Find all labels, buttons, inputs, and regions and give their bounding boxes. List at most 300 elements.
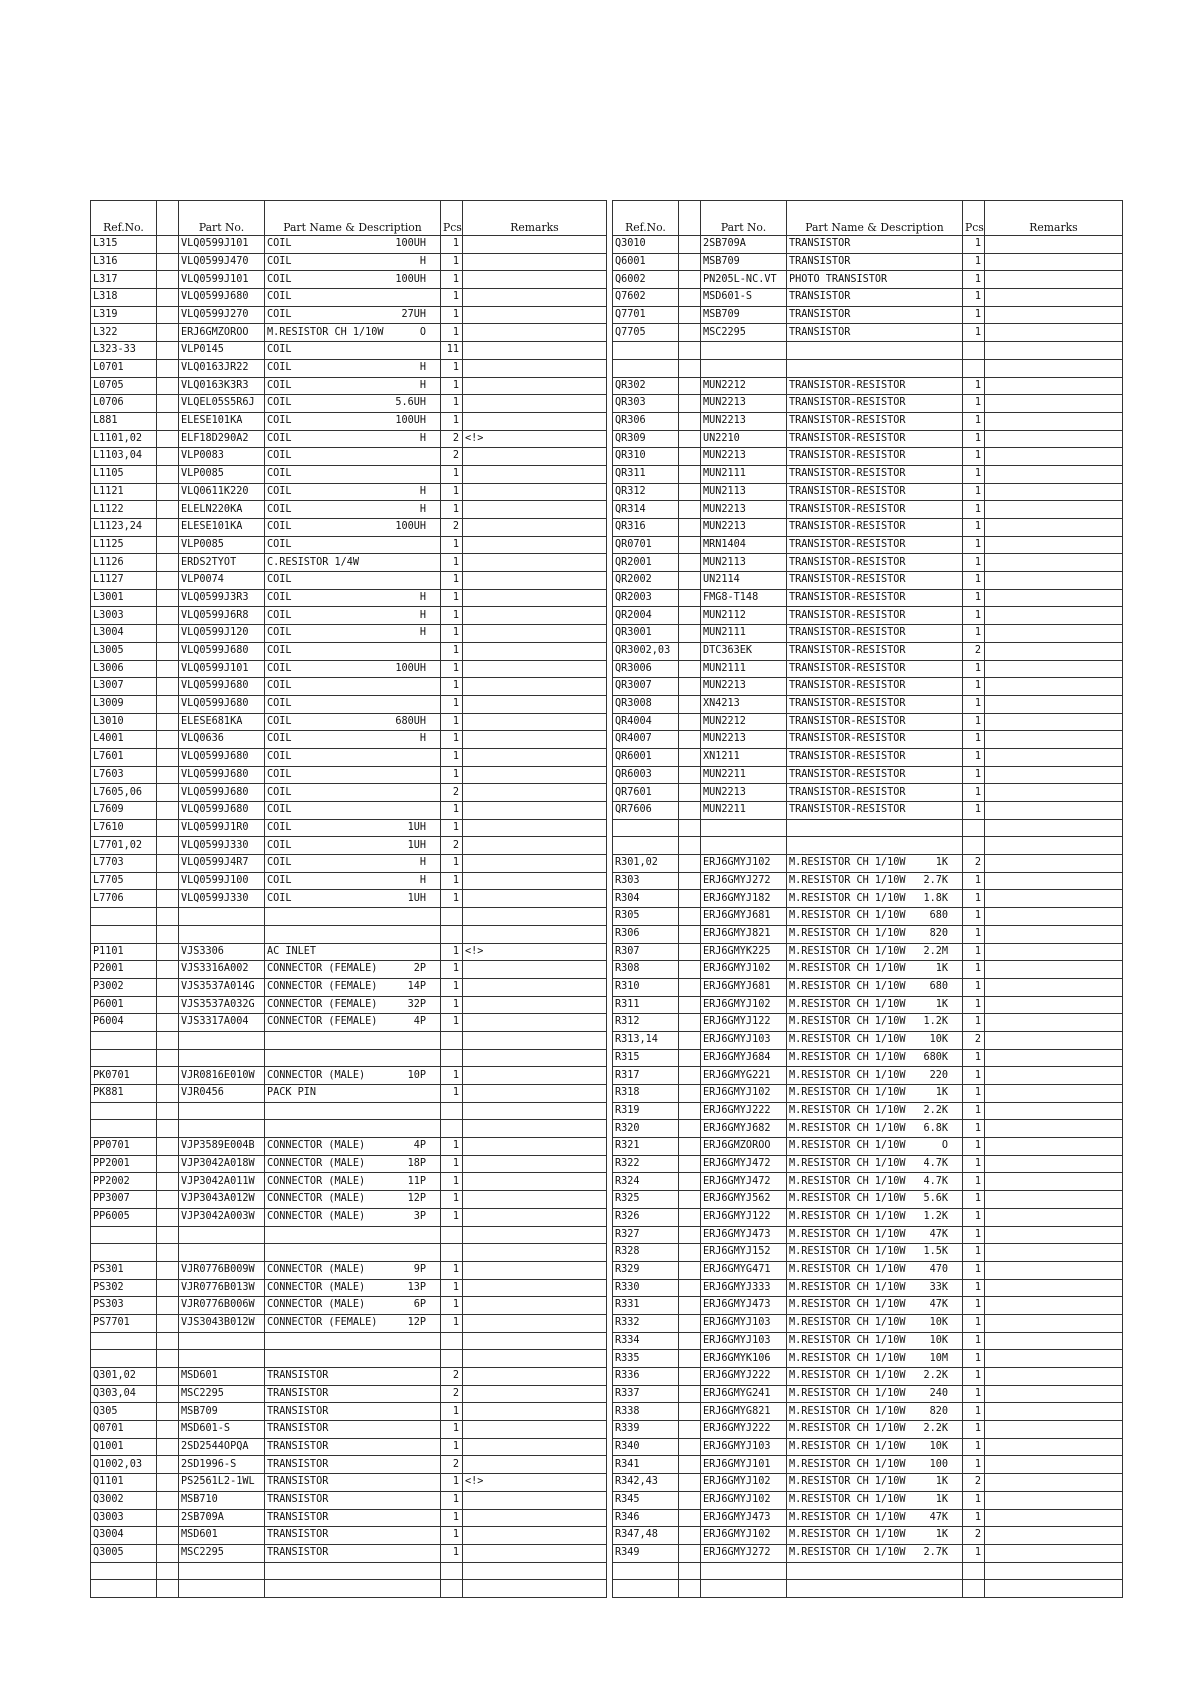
part-no: VJP3042A003W (179, 1208, 265, 1226)
ref-no (613, 342, 679, 360)
blank-cell (679, 1456, 701, 1474)
blank-cell (679, 483, 701, 501)
pcs (441, 1580, 463, 1598)
ref-no: R329 (613, 1261, 679, 1279)
part-name: M.RESISTOR CH 1/10W (789, 1087, 906, 1099)
ref-no: QR7601 (613, 784, 679, 802)
ref-no: Q7602 (613, 289, 679, 307)
ref-no: L317 (91, 271, 157, 289)
table-row (91, 572, 607, 590)
part-value: 47K (929, 1228, 948, 1240)
table-row (613, 1297, 1123, 1315)
blank-cell (679, 642, 701, 660)
table-row (613, 1509, 1123, 1527)
pcs: 1 (963, 1191, 985, 1209)
blank-cell (679, 1049, 701, 1067)
part-no (179, 1332, 265, 1350)
part-value: 4P (413, 1140, 426, 1152)
blank-cell (157, 802, 179, 820)
pcs: 1 (963, 1014, 985, 1032)
blank-cell (157, 1456, 179, 1474)
part-name: M.RESISTOR CH 1/10W (789, 1157, 906, 1169)
ref-no: Q1101 (91, 1474, 157, 1492)
part-name: TRANSISTOR-RESISTOR (789, 379, 906, 391)
blank-cell (157, 465, 179, 483)
remarks (463, 1244, 607, 1262)
blank-cell (157, 1279, 179, 1297)
part-no: VJR0776B013W (179, 1279, 265, 1297)
ref-no: PP2001 (91, 1155, 157, 1173)
blank-cell (679, 1385, 701, 1403)
remarks (463, 395, 607, 413)
ref-no: PP2002 (91, 1173, 157, 1191)
blank-cell (679, 306, 701, 324)
blank-cell (679, 430, 701, 448)
part-no: VLQ0599J680 (179, 289, 265, 307)
description (265, 1456, 441, 1474)
part-name: COIL (267, 821, 292, 833)
pcs: 1 (441, 731, 463, 749)
description (787, 1491, 963, 1509)
pcs: 1 (441, 483, 463, 501)
table-row (91, 324, 607, 342)
table-row (91, 465, 607, 483)
pcs: 1 (441, 1155, 463, 1173)
table-row (613, 855, 1123, 873)
ref-no: Q305 (91, 1403, 157, 1421)
remarks (985, 236, 1123, 254)
blank-cell (157, 1297, 179, 1315)
table-row (613, 1173, 1123, 1191)
remarks (985, 1421, 1123, 1439)
part-no (701, 837, 787, 855)
remarks (463, 271, 607, 289)
description (787, 837, 963, 855)
remarks (985, 324, 1123, 342)
table-row (91, 430, 607, 448)
pcs: 1 (441, 1173, 463, 1191)
table-row (613, 607, 1123, 625)
part-no: ERJ6GMZOROO (701, 1138, 787, 1156)
description (265, 359, 441, 377)
part-value: 27UH (401, 308, 426, 320)
table-row (613, 519, 1123, 537)
pcs: 1 (441, 236, 463, 254)
ref-no: R319 (613, 1102, 679, 1120)
remarks (985, 306, 1123, 324)
pcs: 2 (963, 642, 985, 660)
part-no: MSD601 (179, 1527, 265, 1545)
part-name: COIL (267, 362, 292, 374)
part-no: ERJ6GMYJ821 (701, 925, 787, 943)
description (265, 1385, 441, 1403)
table-row (613, 589, 1123, 607)
ref-no: QR310 (613, 448, 679, 466)
part-name: TRANSISTOR-RESISTOR (789, 786, 906, 798)
blank-cell (157, 1173, 179, 1191)
part-no (701, 359, 787, 377)
pcs (441, 1102, 463, 1120)
table-row (613, 271, 1123, 289)
blank-cell (157, 554, 179, 572)
table-row (91, 1085, 607, 1103)
pcs (441, 1244, 463, 1262)
blank-cell (679, 1085, 701, 1103)
part-name: COIL (267, 432, 292, 444)
description (265, 271, 441, 289)
part-value: 680 (929, 981, 948, 993)
remarks (463, 1297, 607, 1315)
blank-cell (157, 1261, 179, 1279)
remarks (463, 1031, 607, 1049)
pcs: 1 (441, 1191, 463, 1209)
part-value: 240 (929, 1387, 948, 1399)
remarks (985, 253, 1123, 271)
part-name: CONNECTOR (MALE) (267, 1299, 366, 1311)
part-name: COIL (267, 485, 292, 497)
table-row (613, 961, 1123, 979)
table-row (613, 1350, 1123, 1368)
part-no: VLQ0599J330 (179, 837, 265, 855)
blank-cell (679, 1261, 701, 1279)
table-row (91, 978, 607, 996)
part-name: M.RESISTOR CH 1/10W (789, 857, 906, 869)
description (265, 253, 441, 271)
table-row (91, 766, 607, 784)
part-value: 12P (407, 1317, 426, 1329)
part-no: MUN2213 (701, 412, 787, 430)
ref-no: QR6003 (613, 766, 679, 784)
description (265, 1261, 441, 1279)
remarks (985, 1261, 1123, 1279)
part-no: ERJ6GMYJ272 (701, 1544, 787, 1562)
remarks (463, 766, 607, 784)
pcs: 1 (441, 678, 463, 696)
description (265, 412, 441, 430)
description (787, 1350, 963, 1368)
pcs: 1 (963, 978, 985, 996)
blank-cell (157, 536, 179, 554)
blank-cell (157, 660, 179, 678)
pcs: 1 (441, 1403, 463, 1421)
blank-cell (679, 678, 701, 696)
part-no: VJR0776B009W (179, 1261, 265, 1279)
ref-no (91, 1332, 157, 1350)
pcs: 1 (963, 289, 985, 307)
description (265, 465, 441, 483)
part-no: MUN2213 (701, 519, 787, 537)
blank-cell (679, 1562, 701, 1580)
part-no (179, 1049, 265, 1067)
part-no: VJS3317A004 (179, 1014, 265, 1032)
part-name: TRANSISTOR (267, 1494, 329, 1506)
part-name: CONNECTOR (FEMALE) (267, 981, 378, 993)
part-name: COIL (267, 698, 292, 710)
blank-cell (679, 766, 701, 784)
part-value: 10K (929, 1034, 948, 1046)
part-name: M.RESISTOR CH 1/10W (789, 963, 906, 975)
pcs: 1 (441, 1085, 463, 1103)
remarks (985, 1350, 1123, 1368)
pcs: 1 (963, 395, 985, 413)
ref-no: R335 (613, 1350, 679, 1368)
table-row (613, 1208, 1123, 1226)
pcs: 1 (441, 589, 463, 607)
part-name: M.RESISTOR CH 1/10W (789, 910, 906, 922)
pcs: 1 (963, 784, 985, 802)
table-row (91, 253, 607, 271)
part-value: 680K (923, 1051, 948, 1063)
description (787, 625, 963, 643)
ref-no: L0705 (91, 377, 157, 395)
table-row (613, 1155, 1123, 1173)
ref-no: L322 (91, 324, 157, 342)
part-name: COIL (267, 680, 292, 692)
table-row (91, 1208, 607, 1226)
remarks (985, 1385, 1123, 1403)
part-no: MUN2113 (701, 554, 787, 572)
blank-cell (157, 978, 179, 996)
table-row (613, 1120, 1123, 1138)
part-no: MSB709 (701, 253, 787, 271)
pcs: 1 (441, 855, 463, 873)
ref-no (91, 908, 157, 926)
remarks (985, 1314, 1123, 1332)
ref-no: R334 (613, 1332, 679, 1350)
blank-cell (157, 925, 179, 943)
part-name: M.RESISTOR CH 1/10W (789, 1299, 906, 1311)
ref-no: Q3004 (91, 1527, 157, 1545)
table-row (91, 1067, 607, 1085)
ref-no: R308 (613, 961, 679, 979)
ref-no: Q3010 (613, 236, 679, 254)
remarks (463, 253, 607, 271)
part-value: 32P (407, 998, 426, 1010)
description (265, 377, 441, 395)
part-value: 1UH (407, 821, 426, 833)
part-no: VLQ0599J470 (179, 253, 265, 271)
part-no (701, 819, 787, 837)
ref-no (91, 1244, 157, 1262)
ref-no: R317 (613, 1067, 679, 1085)
table-row (91, 395, 607, 413)
pcs: 1 (963, 996, 985, 1014)
pcs: 1 (441, 306, 463, 324)
table-row (613, 1438, 1123, 1456)
table-row (613, 465, 1123, 483)
blank-cell (157, 395, 179, 413)
part-no: ERJ6GMYJ103 (701, 1332, 787, 1350)
ref-no: R342,43 (613, 1474, 679, 1492)
pcs: 2 (963, 1031, 985, 1049)
description (787, 766, 963, 784)
ref-no: QR314 (613, 501, 679, 519)
ref-no: QR311 (613, 465, 679, 483)
blank-cell (679, 289, 701, 307)
part-name: COIL (267, 662, 292, 674)
description (787, 536, 963, 554)
part-name: M.RESISTOR CH 1/10W (789, 1387, 906, 1399)
part-value: 10K (929, 1317, 948, 1329)
blank-cell (679, 996, 701, 1014)
part-name: M.RESISTOR CH 1/10W (789, 1494, 906, 1506)
pcs: 1 (963, 961, 985, 979)
part-name: M.RESISTOR CH 1/10W (789, 1104, 906, 1116)
pcs: 1 (963, 519, 985, 537)
pcs: 1 (963, 536, 985, 554)
remarks (463, 1527, 607, 1545)
description (787, 377, 963, 395)
blank-cell (679, 412, 701, 430)
blank-cell (679, 695, 701, 713)
part-name: M.RESISTOR CH 1/10W (789, 892, 906, 904)
remarks (985, 1332, 1123, 1350)
remarks (985, 289, 1123, 307)
blank-cell (157, 1031, 179, 1049)
ref-no: R313,14 (613, 1031, 679, 1049)
part-value: O (941, 1140, 948, 1152)
col-part: Part No. (179, 201, 265, 236)
remarks (463, 359, 607, 377)
ref-no: L7706 (91, 890, 157, 908)
table-row (613, 731, 1123, 749)
remarks (985, 996, 1123, 1014)
table-row (613, 1527, 1123, 1545)
table-row (91, 872, 607, 890)
table-row (613, 554, 1123, 572)
blank-cell (157, 1562, 179, 1580)
description (787, 1102, 963, 1120)
remarks (463, 872, 607, 890)
part-no: MUN2111 (701, 625, 787, 643)
blank-cell (157, 1049, 179, 1067)
remarks (463, 536, 607, 554)
part-name: COIL (267, 892, 292, 904)
table-row (613, 802, 1123, 820)
pcs: 2 (441, 448, 463, 466)
description (265, 1544, 441, 1562)
pcs: 11 (441, 342, 463, 360)
remarks (985, 1527, 1123, 1545)
description (265, 1014, 441, 1032)
table-row (91, 536, 607, 554)
description (787, 1474, 963, 1492)
description (265, 1438, 441, 1456)
remarks (463, 1208, 607, 1226)
remarks (985, 748, 1123, 766)
ref-no (91, 1562, 157, 1580)
blank-cell (157, 943, 179, 961)
remarks (463, 908, 607, 926)
pcs: 1 (963, 377, 985, 395)
remarks (985, 1138, 1123, 1156)
description (265, 1580, 441, 1598)
part-name: COIL (267, 786, 292, 798)
part-name: TRANSISTOR-RESISTOR (789, 415, 906, 427)
ref-no: R306 (613, 925, 679, 943)
blank-cell (157, 589, 179, 607)
ref-no: PP3007 (91, 1191, 157, 1209)
part-no: ELESE101KA (179, 412, 265, 430)
part-name: TRANSISTOR (267, 1405, 329, 1417)
ref-no: QR6001 (613, 748, 679, 766)
description (265, 519, 441, 537)
description (265, 1297, 441, 1315)
description (787, 1049, 963, 1067)
blank-cell (157, 236, 179, 254)
blank-cell (157, 1332, 179, 1350)
remarks (985, 872, 1123, 890)
part-no: VLQ0599J680 (179, 642, 265, 660)
description (787, 1509, 963, 1527)
pcs: 1 (963, 1350, 985, 1368)
ref-no: QR306 (613, 412, 679, 430)
description (265, 855, 441, 873)
blank-cell (679, 1031, 701, 1049)
remarks (985, 1191, 1123, 1209)
part-name: TRANSISTOR-RESISTOR (789, 662, 906, 674)
description (787, 678, 963, 696)
description (787, 271, 963, 289)
remarks (985, 678, 1123, 696)
ref-no: R303 (613, 872, 679, 890)
remarks (463, 678, 607, 696)
blank-cell (157, 607, 179, 625)
part-name: COIL (267, 238, 292, 250)
part-value: H (419, 255, 426, 267)
part-no: MUN2111 (701, 660, 787, 678)
ref-no: PP6005 (91, 1208, 157, 1226)
table-row (91, 1031, 607, 1049)
part-name: TRANSISTOR-RESISTOR (789, 503, 906, 515)
description (787, 554, 963, 572)
ref-no: QR2002 (613, 572, 679, 590)
part-value: 2.7K (923, 874, 948, 886)
description (787, 1261, 963, 1279)
table-row (613, 395, 1123, 413)
part-name: TRANSISTOR (789, 308, 851, 320)
ref-no: R345 (613, 1491, 679, 1509)
ref-no: R328 (613, 1244, 679, 1262)
ref-no (613, 359, 679, 377)
part-no: MUN2211 (701, 802, 787, 820)
pcs: 1 (963, 607, 985, 625)
remarks (463, 642, 607, 660)
blank-cell (157, 1368, 179, 1386)
description (787, 412, 963, 430)
description (787, 695, 963, 713)
description (787, 784, 963, 802)
part-no (179, 1562, 265, 1580)
part-name: TRANSISTOR-RESISTOR (789, 574, 906, 586)
description (265, 324, 441, 342)
remarks (985, 1474, 1123, 1492)
remarks (985, 1368, 1123, 1386)
description (265, 660, 441, 678)
remarks (463, 1332, 607, 1350)
table-row (91, 660, 607, 678)
part-no (179, 1350, 265, 1368)
blank-cell (157, 519, 179, 537)
remarks (985, 342, 1123, 360)
part-no: ERJ6GMYJ272 (701, 872, 787, 890)
part-value: 100UH (395, 415, 426, 427)
col-remarks: Remarks (463, 201, 607, 236)
pcs: 2 (441, 519, 463, 537)
blank-cell (157, 625, 179, 643)
ref-no: L7609 (91, 802, 157, 820)
description (787, 1155, 963, 1173)
